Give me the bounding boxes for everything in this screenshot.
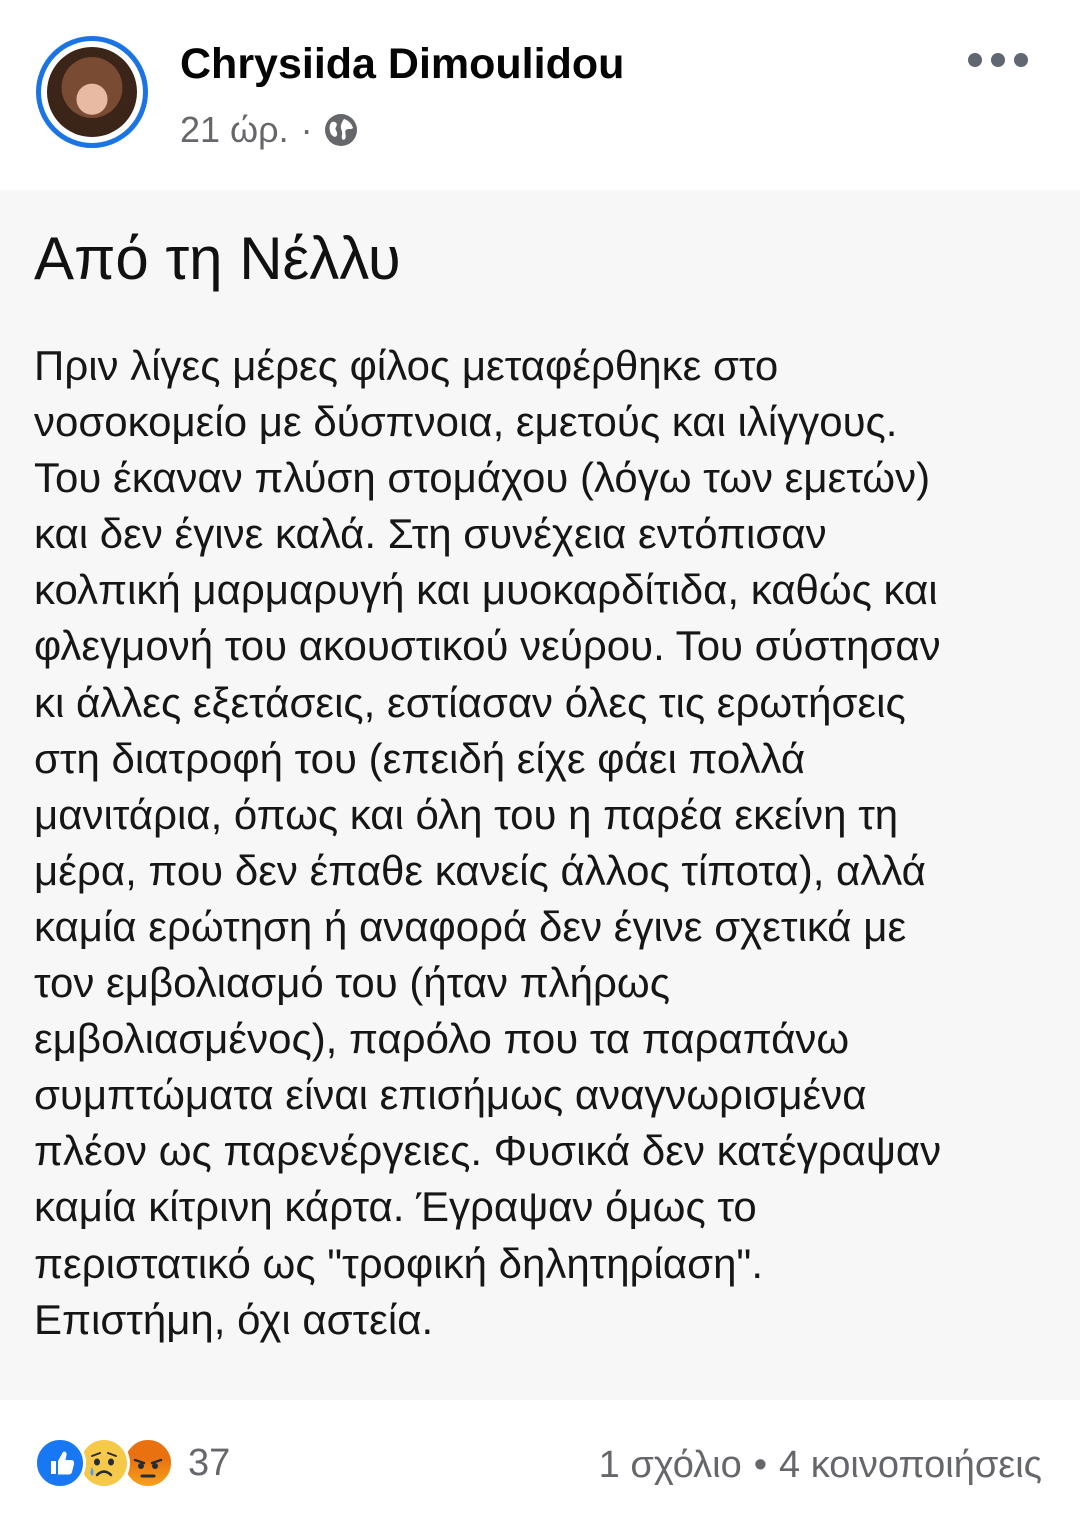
card-text-line: και δεν έγινε καλά. Στη συνέχεια εντόπισαν [34,510,827,558]
comments-link[interactable]: 1 σχόλιο [598,1444,742,1486]
card-text-line: μανιτάρια, όπως και όλη του η παρέα εκείνη τη [34,790,899,838]
avatar[interactable] [36,36,148,148]
post-header [0,0,1080,170]
card-text-line: κι άλλες εξετάσεις, εστίασαν όλες τις ερωτήσεις [34,678,906,726]
card-text-line: πλέον ως παρενέργειες. Φυσικά δεν κατέγραψαν [34,1127,942,1175]
card-text-line: κολπική μαρμαρυγή και μυοκαρδίτιδα, καθώς και [34,566,938,614]
card-text-line: μέρα, που δεν έπαθε κανείς άλλος τίποτα), αλλά [34,846,926,894]
card-text-line: συμπτώματα είναι επισήμως αναγνωρισμένα [34,1071,867,1119]
globe-icon[interactable] [323,112,359,148]
card-title: Από τη Νέλλυ [34,225,401,292]
meta-separator: · [300,109,313,150]
card-body [34,338,1044,1348]
card-text-line: νοσοκομείο με δύσπνοια, εμετούς και ιλίγγους. [34,398,898,446]
card-text-line: στη διατροφή του (επειδή είχε φάει πολλά [34,734,806,782]
post-stats [599,1444,1042,1487]
card-text-line: καμία ερώτηση ή αναφορά δεν έγινε σχετικά με [34,902,907,950]
stats-separator: • [753,1444,768,1486]
profile-photo [47,47,137,137]
reactions-summary[interactable] [34,1438,230,1488]
shares-link[interactable]: 4 κοινοποιήσεις [779,1444,1042,1486]
more-icon[interactable] [968,48,1028,72]
card-text-line: περιστατικό ως "τροφική δηλητηρίαση". [34,1239,764,1287]
author-name[interactable]: Chrysiida Dimoulidou [180,40,625,88]
card-text-line: εμβολιασμένος), παρόλο που τα παραπάνω [34,1015,850,1063]
card-text-line: Του έκαναν πλύση στομάχου (λόγω των εμετών) [34,454,931,502]
post-meta [180,108,359,152]
reaction-count[interactable]: 37 [188,1441,231,1484]
card-text-line: φλεγμονή του ακουστικού νεύρου. Του σύστησαν [34,622,941,670]
card-text-line: Πριν λίγες μέρες φίλος μεταφέρθηκε στο [34,342,779,389]
post-footer [0,1416,1080,1516]
card-text-line: καμία κίτρινη κάρτα. Έγραψαν όμως το [34,1183,757,1231]
shared-text-card [0,190,1080,1400]
card-text-line: τον εμβολιασμό του (ήταν πλήρως [34,959,670,1007]
like-icon [34,1437,86,1489]
card-text-line: Επιστήμη, όχι αστεία. [34,1295,434,1343]
post-time[interactable]: 21 ώρ. [180,109,289,150]
